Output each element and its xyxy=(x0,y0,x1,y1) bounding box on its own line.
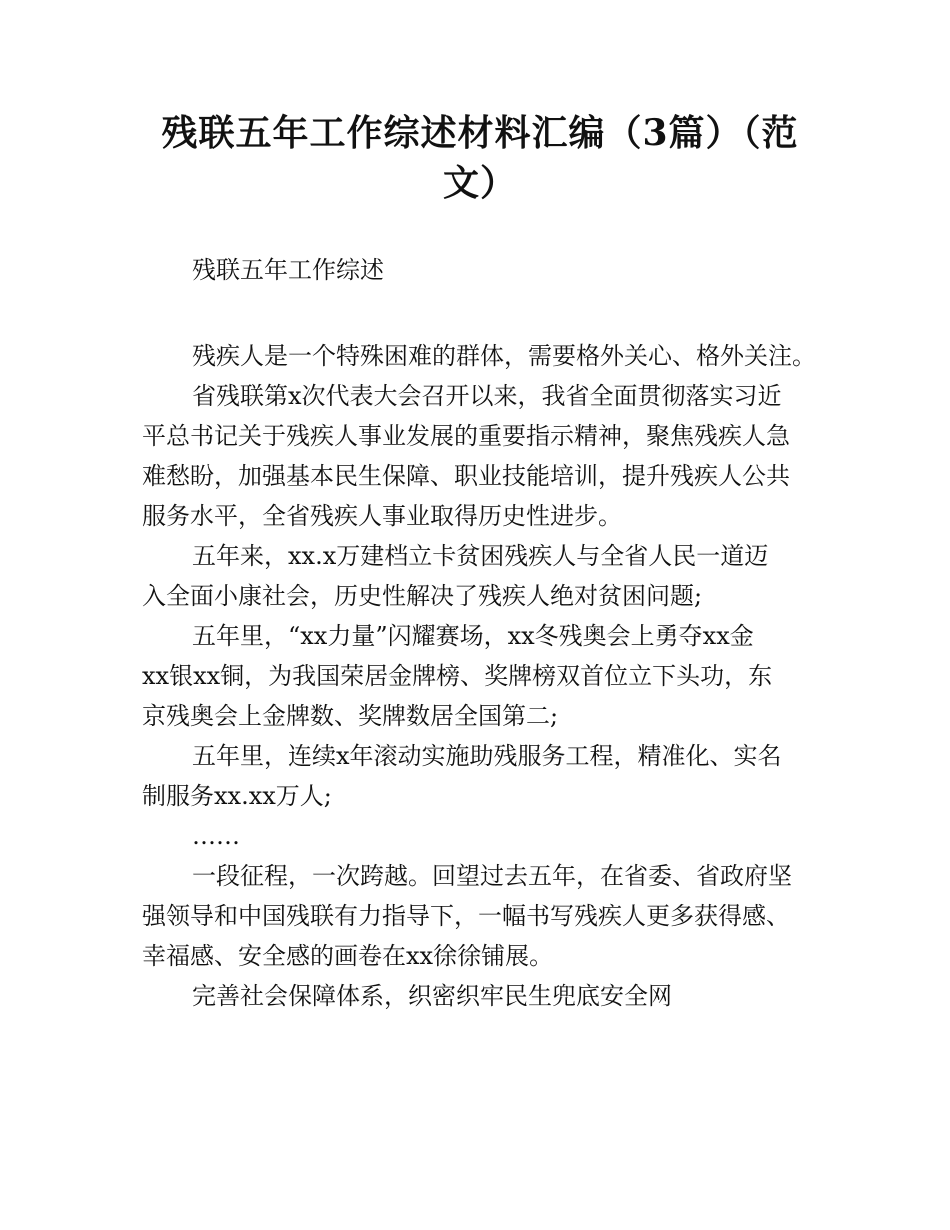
document-body xyxy=(142,336,822,1016)
title-line-1: 残联五年工作综述材料汇编（3篇）（范 xyxy=(161,112,799,154)
body-line: 完善社会保障体系，织密织牢民生兜底安全网 xyxy=(192,982,672,1010)
body-line: 入全面小康社会，历史性解决了残疾人绝对贫困问题; xyxy=(142,582,703,610)
body-line: 服务水平，全省残疾人事业取得历史性进步。 xyxy=(142,502,622,530)
body-line: 五年里，连续x年滚动实施助残服务工程，精准化、实名 xyxy=(192,742,782,770)
document-title xyxy=(150,108,810,208)
body-line: xx银xx铜，为我国荣居金牌榜、奖牌榜双首位立下头功，东 xyxy=(142,662,773,690)
body-line: 五年来，xx.x万建档立卡贫困残疾人与全省人民一道迈 xyxy=(192,542,769,570)
body-line: 强领导和中国残联有力指导下，一幅书写残疾人更多获得感、 xyxy=(142,902,790,930)
body-line: 制服务xx.xx万人; xyxy=(142,782,332,810)
title-line-2: 文） xyxy=(442,162,517,204)
section-subtitle: 残联五年工作综述 xyxy=(192,256,384,284)
body-line: …… xyxy=(192,822,240,850)
body-line: 幸福感、安全感的画卷在xx徐徐铺展。 xyxy=(142,942,554,970)
body-line: 省残联第x次代表大会召开以来，我省全面贯彻落实习近 xyxy=(192,382,782,410)
body-line: 五年里，“xx力量”闪耀赛场，xx冬残奥会上勇夺xx金 xyxy=(192,622,754,650)
body-line: 残疾人是一个特殊困难的群体，需要格外关心、格外关注。 xyxy=(192,342,816,370)
body-line: 京残奥会上金牌数、奖牌数居全国第二; xyxy=(142,702,559,730)
body-line: 一段征程，一次跨越。回望过去五年，在省委、省政府坚 xyxy=(192,862,792,890)
body-line: 平总书记关于残疾人事业发展的重要指示精神，聚焦残疾人急 xyxy=(142,422,790,450)
body-line: 难愁盼，加强基本民生保障、职业技能培训，提升残疾人公共 xyxy=(142,462,790,490)
